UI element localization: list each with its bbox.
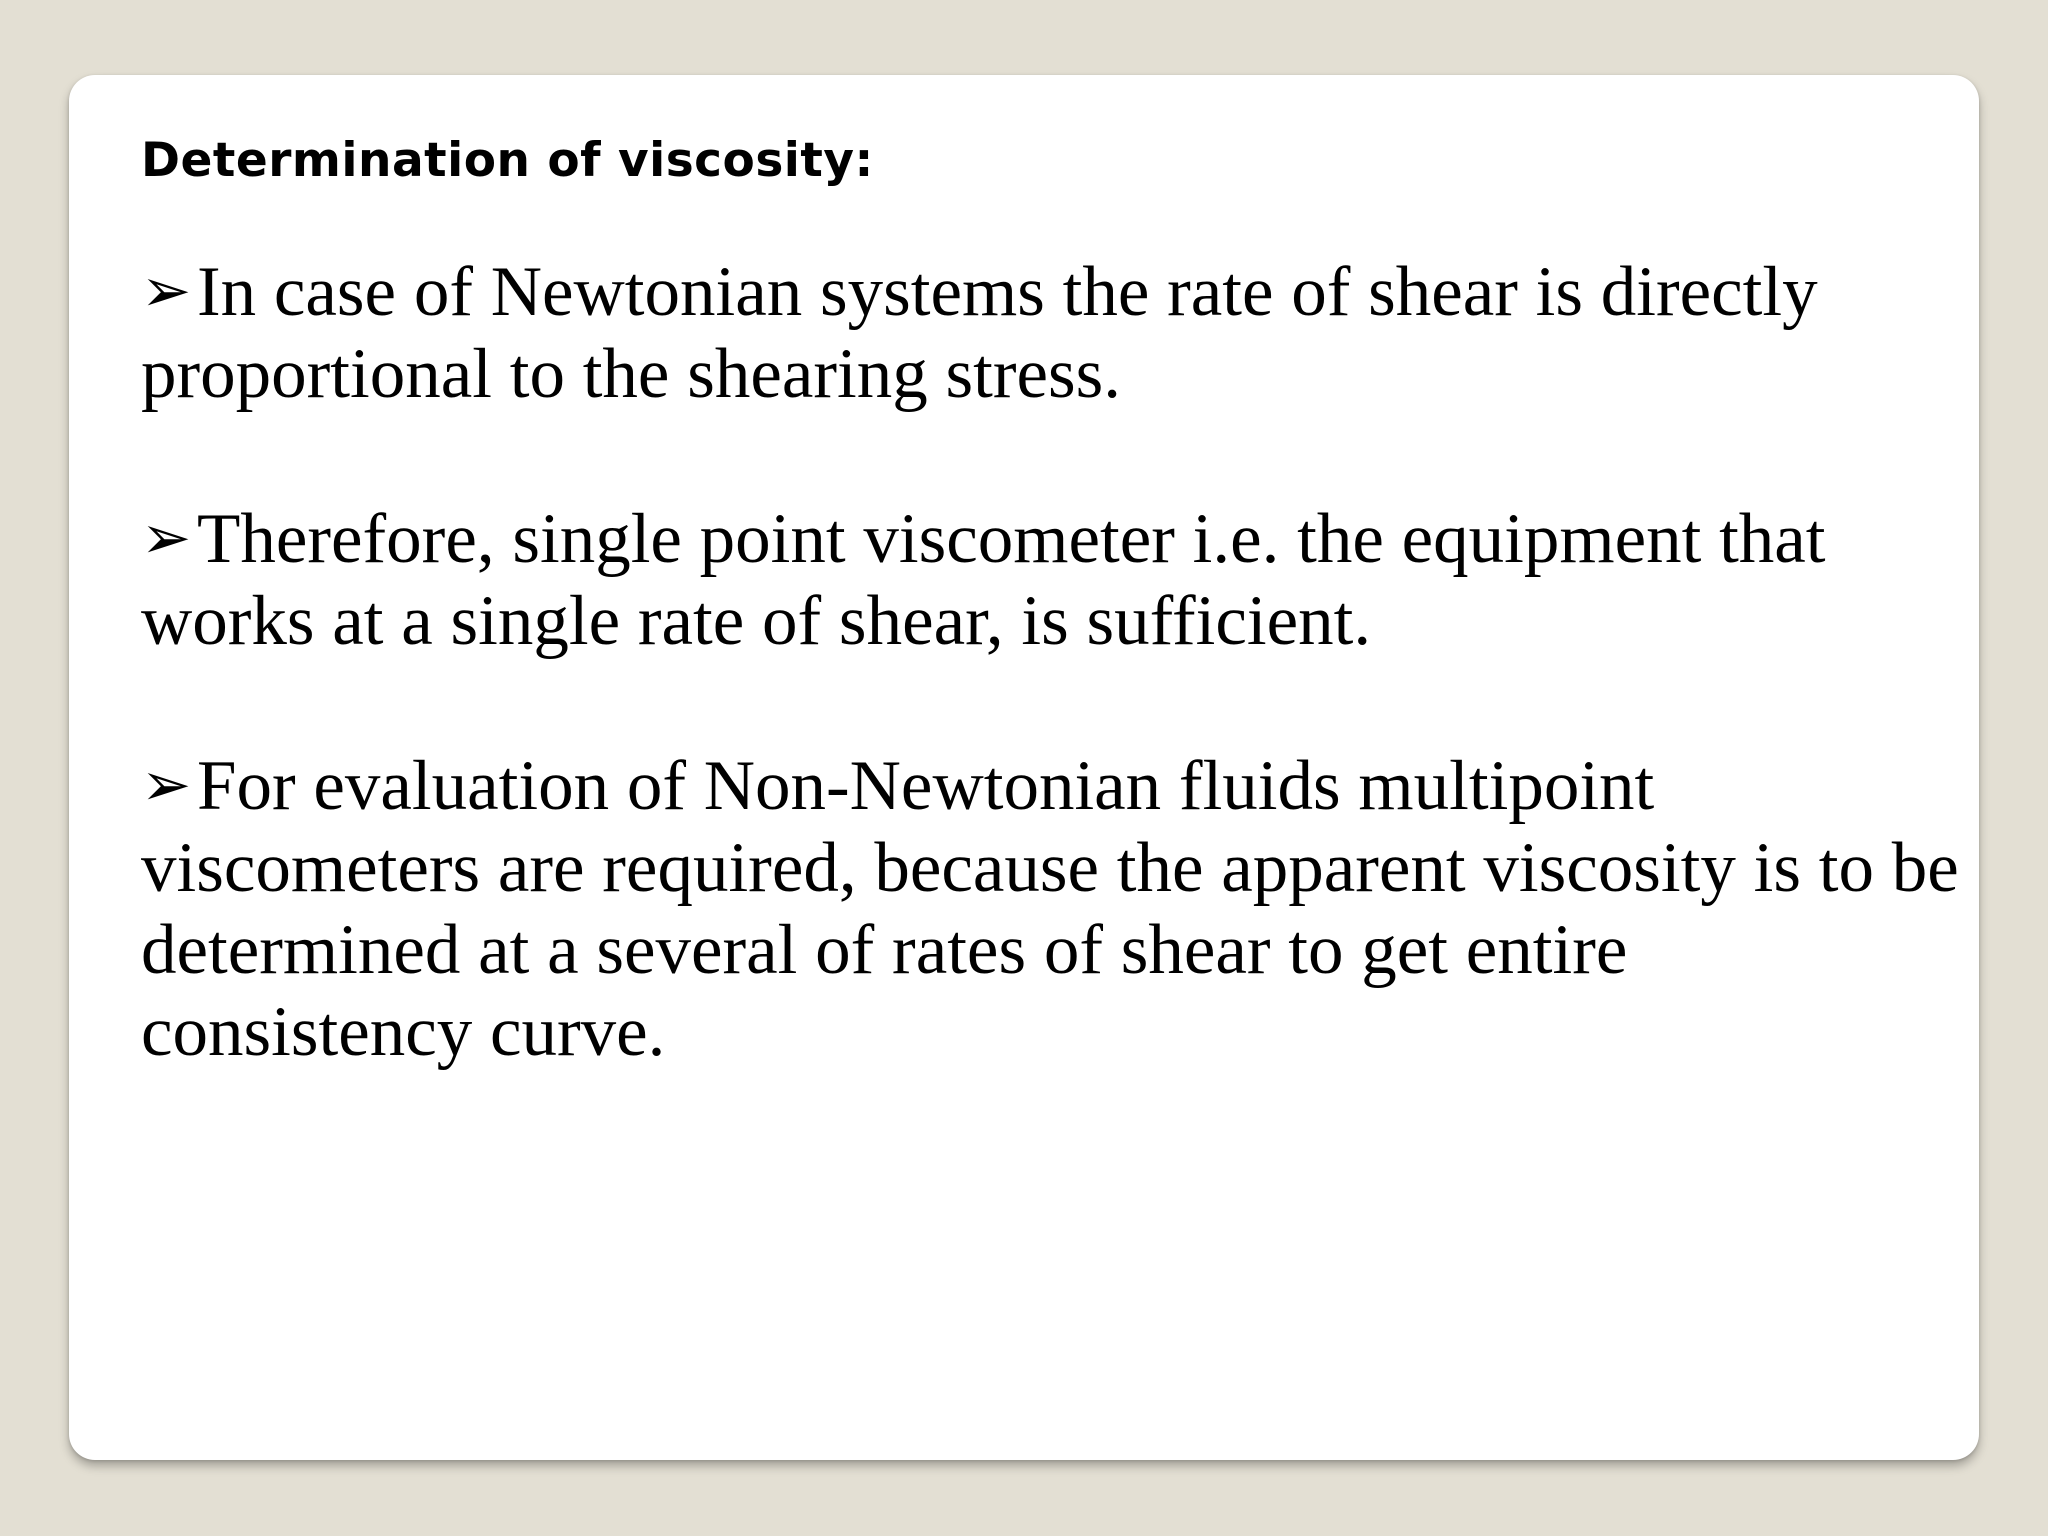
arrow-bullet-icon: ➢ [141,505,192,571]
slide-title: Determination of viscosity: [141,133,874,188]
bullet-item [141,497,1971,662]
bullet-text: In case of Newtonian systems the rate of shear is directly proportional to the shearing stress. [141,253,1818,413]
bullet-item [141,250,1971,415]
bullet-text: For evaluation of Non-Newtonian fluids multipoint viscometers are required, because the apparent viscosity is to be determined at a several of rates of shear to get entire consistency curve. [141,747,1959,1071]
arrow-bullet-icon: ➢ [141,258,192,324]
slide-card [69,75,1979,1460]
bullet-list [141,250,1971,1155]
arrow-bullet-icon: ➢ [141,752,192,818]
bullet-item [141,744,1971,1073]
bullet-text: Therefore, single point viscometer i.e. the equipment that works at a single rate of shear, is sufficient. [141,500,1826,660]
